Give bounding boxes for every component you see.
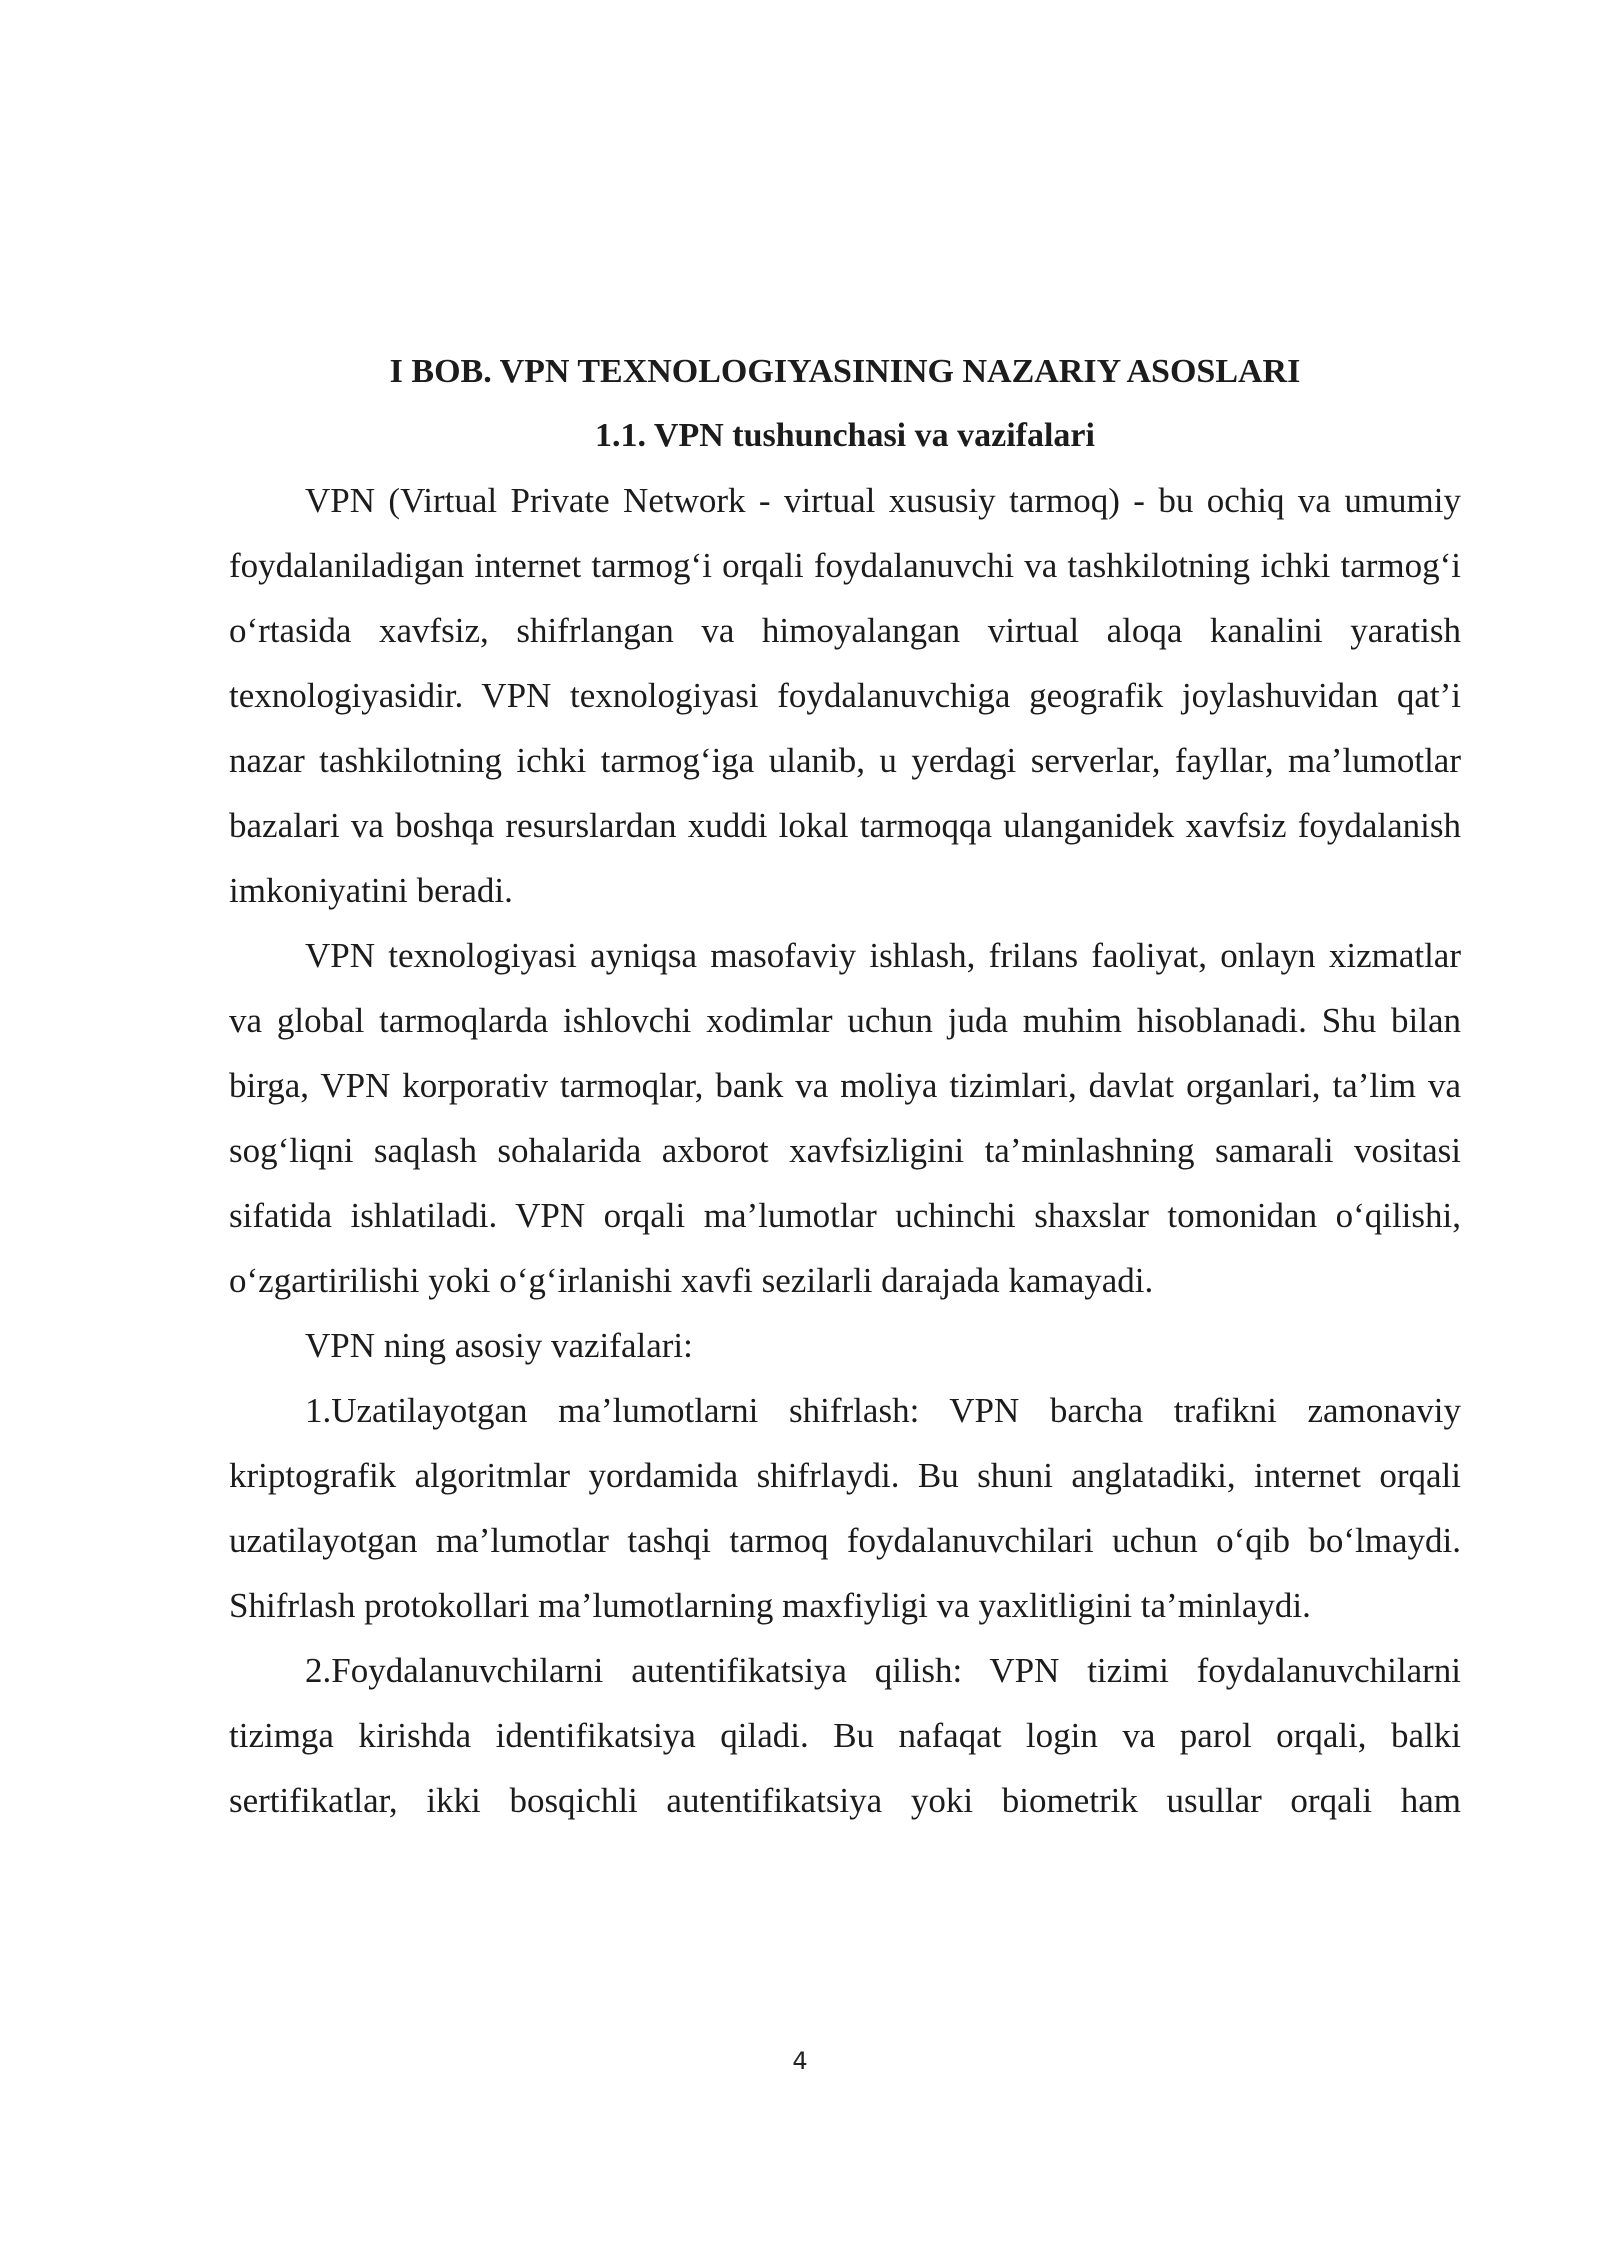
section-title: 1.1. VPN tushunchasi va vazifalari [595, 417, 1095, 454]
paragraph-vpn-definition: VPN (Virtual Private Network - virtual xususiy tarmoq) - bu ochiq va umumiy foydalaniladigan internet tarmog‘i orqali foydalanuvchi va tashkilotning ichki tarmog‘i o‘rtasida xavfsiz, shifrlangan va himoyalangan virtual aloqa kanalini yaratish texnologiyasidir. VPN texnologiyasi foydalanuvchiga geografik joylashuvidan qat’i nazar tashkilotning ichki tarmog‘iga ulanib, u yerdagi serverlar, fayllar, ma’lumotlar bazalari va boshqa resurslardan xuddi lokal tarmoqqa ulanganidek xavfsiz foydalanish imkoniyatini beradi. [229, 481, 1461, 910]
paragraph-functions-heading: VPN ning asosiy vazifalari: [305, 1326, 693, 1365]
list-item-authentication: 2.Foydalanuvchilarni autentifikatsiya qilish: VPN tizimi foydalanuvchilarni tizimga kirishda identifikatsiya qiladi. Bu nafaqat login va parol orqali, balki sertifikatlar, ikki bosqichli autentifikatsiya yoki biometrik usullar orqali ham [229, 1651, 1461, 1820]
page-content [229, 340, 1461, 1833]
paragraph-vpn-importance: VPN texnologiyasi ayniqsa masofaviy ishlash, frilans faoliyat, onlayn xizmatlar va global tarmoqlarda ishlovchi xodimlar uchun juda muhim hisoblanadi. Shu bilan birga, VPN korporativ tarmoqlar, bank va moliya tizimlari, davlat organlari, ta’lim va sog‘liqni saqlash sohalarida axborot xavfsizligini ta’minlashning samarali vositasi sifatida ishlatiladi. VPN orqali ma’lumotlar uchinchi shaxslar tomonidan o‘qilishi, o‘zgartirilishi yoki o‘g‘irlanishi xavfi sezilarli darajada kamayadi. [229, 936, 1461, 1300]
page-number: 4 [792, 2047, 808, 2075]
chapter-title: I BOB. VPN TEXNOLOGIYASINING NAZARIY ASOSLARI [389, 353, 1301, 390]
list-item-encryption: 1.Uzatilayotgan ma’lumotlarni shifrlash: VPN barcha trafikni zamonaviy kriptografik algoritmlar yordamida shifrlaydi. Bu shuni anglatadiki, internet orqali uzatilayotgan ma’lumotlar tashqi tarmoq foydalanuvchilari uchun o‘qib bo‘lmaydi. Shifrlash protokollari ma’lumotlarning maxfiyligi va yaxlitligini ta’minlaydi. [229, 1391, 1461, 1625]
